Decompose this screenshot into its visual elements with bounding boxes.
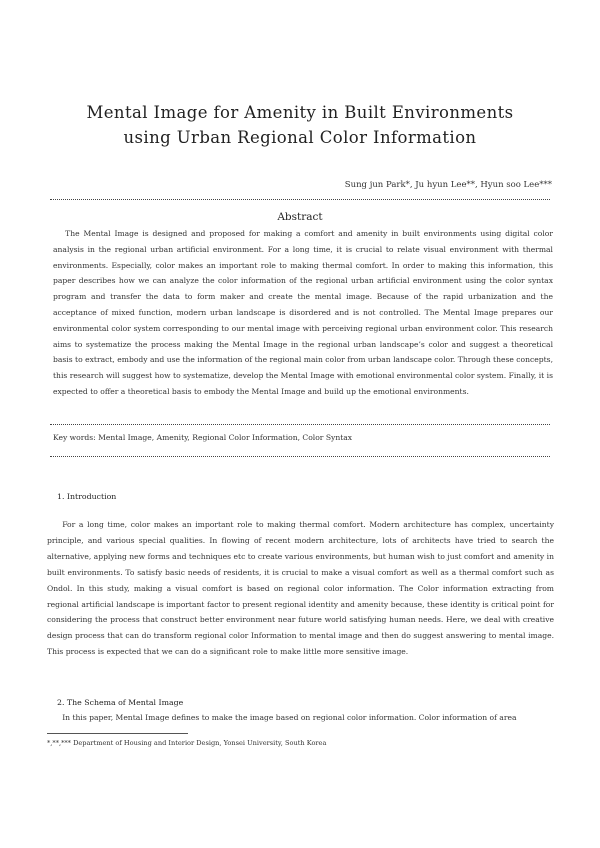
abstract-heading: Abstract [277,211,323,223]
divider-abstract-end [50,424,550,425]
paper-title [48,100,552,150]
footnote: *,**,*** Department of Housing and Interior Design, Yonsei University, South Korea [47,739,327,747]
section-text-introduction: For a long time, color makes an important role to making thermal comfort. Modern architecture has complex, uncertainty principle, and various special qualities. In flowing of recent modern architecture, lots of architects have tried to search the alternative, applying new forms and techniques etc to create various environments, but human wish to just comfort and amenity in built environments. To satisfy basic needs of residents, it is crucial to make a visual comfort as well as a thermal comfort such as Ondol. In this study, making a visual comfort is based on regional color information. The Color information extracting from regional artificial landscape is important factor to present regional identity and amenity because, these identity is critical point for considering the process that construct better environment near future world satisfying human needs. Here, we deal with creative design process that can do transform regional color Information to mental image and then do suggest answering to mental image. This process is expected that we can do a significant role to make little more sensitive image. [47,520,554,657]
title-line-1: Mental Image for Amenity in Built Environments [86,103,514,122]
section-heading-introduction: 1. Introduction [57,492,117,501]
abstract-text: The Mental Image is designed and proposed for making a comfort and amenity in built environments using digital color analysis in the regional urban artificial environment. For a long time, it is crucial to relate visual environment with thermal environments. Especially, color makes an important role to making thermal comfort. In order to making this information, this paper describes how we can analyze the color information of the regional urban artificial environment using the color syntax program and transfer the data to form maker and create the mental image. Because of the rapid urbanization and the acceptance of mixed function, modern urban landscape is disordered and is not controlled. The Mental Image prepares our environmental color system corresponding to our mental image with perceiving regional urban environment color. This research aims to systematize the process making the Mental Image in the regional urban landscape’s color and suggest a theoretical basis to extract, embody and use the information of the regional main color from urban landscape color. Through these concepts, this research will suggest how to systematize, develop the Mental Image with emotional environmental color system. Finally, it is expected to offer a theoretical basis to embody the Mental Image and build up the emotional environments. [53,229,553,396]
divider-keywords-end [50,456,550,457]
section-text-schema: In this paper, Mental Image defines to make the image based on regional color information. Color information of area [62,713,517,722]
author-list: Sung jun Park*, Ju hyun Lee**, Hyun soo Lee*** [344,180,552,190]
footnote-rule [47,733,188,734]
title-line-2: using Urban Regional Color Information [123,128,477,147]
keywords: Key words: Mental Image, Amenity, Regional Color Information, Color Syntax [53,433,353,442]
divider-top [50,199,550,200]
section-heading-schema: 2. The Schema of Mental Image [57,698,184,707]
